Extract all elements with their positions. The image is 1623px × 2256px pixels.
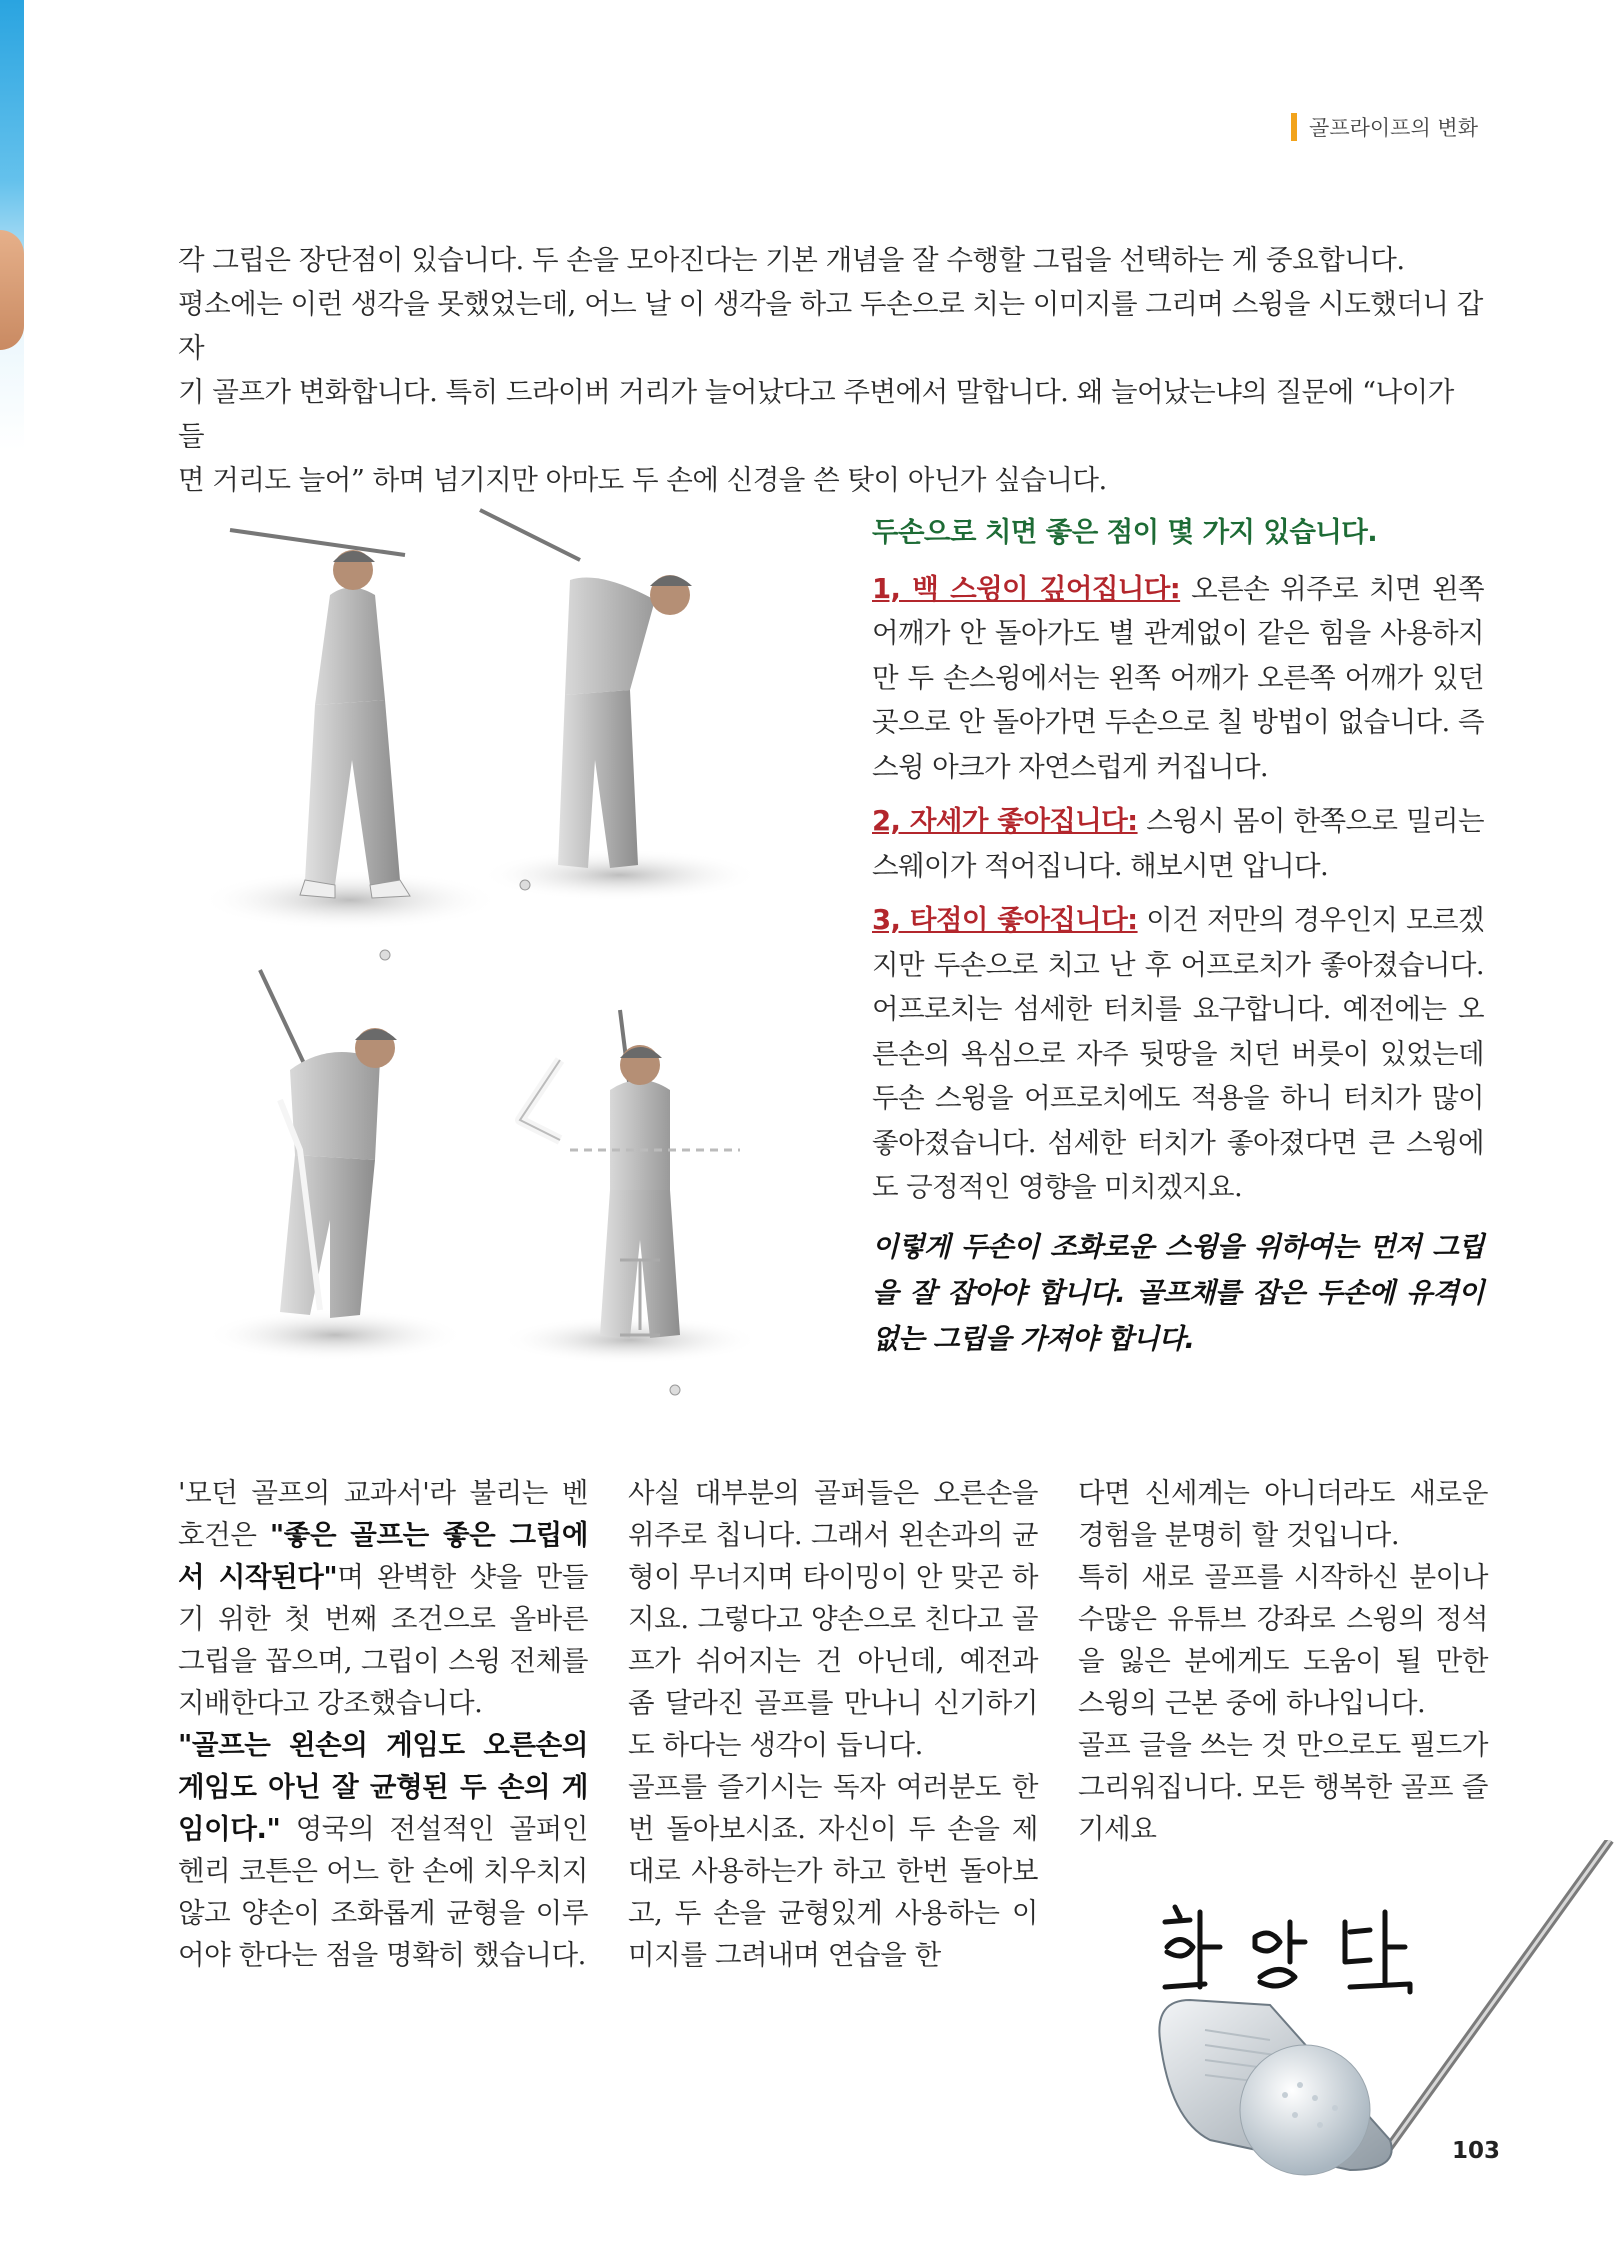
column-3 bbox=[1078, 1472, 1488, 1850]
golf-swing-illustration bbox=[200, 500, 820, 1400]
benefit-text: 이건 저만의 경우인지 모르겠지만 두손으로 치고 난 후 어프로치가 좋아졌습니다. 어프로치는 섬세한 터치를 요구합니다. 예전에는 오른손의 욕심으로 자주 뒷땅을 치던 버릇이 있었는데 두손 스윙을 어프로치에도 적용을 하니 터치가 많이 좋아졌습니다. 섬세한 터치가 좋아졌다면 큰 스윙에도 긍정적인 영향을 미치겠지요. bbox=[872, 904, 1484, 1203]
benefit-text: 오른손 위주로 치면 왼쪽 어깨가 안 돌아가도 별 관계없이 같은 힘을 사용하지만 두 손스윙에서는 왼쪽 어깨가 오른쪽 어깨가 있던 곳으로 안 돌아가면 두손으로 칠 방법이 없습니다. 즉 스윙 아크가 자연스럽게 커집니다. bbox=[872, 572, 1484, 783]
intro-paragraph bbox=[178, 238, 1488, 502]
text-run: '모던 골프의 교과서'라 불리는 벤 호건은 bbox=[178, 1477, 588, 1551]
golfer-1 bbox=[200, 530, 500, 930]
benefit-point-2 bbox=[872, 799, 1484, 888]
closing-statement: 이렇게 두손이 조화로운 스윙을 위하여는 먼저 그립을 잘 잡아야 합니다. 골프채를 잡은 두손에 유격이 없는 그립을 가져야 합니다. bbox=[872, 1230, 1484, 1355]
quote-henry-cotton: "골프는 왼손의 게임도 오른손의 게임도 아닌 잘 균형된 두 손의 게임이다." bbox=[178, 1729, 588, 1845]
benefit-title: 3, 타점이 좋아집니다: bbox=[872, 904, 1138, 936]
column-2 bbox=[628, 1472, 1038, 1976]
column-1-paragraph-1 bbox=[178, 1472, 588, 1724]
column-1-paragraph-2 bbox=[178, 1724, 588, 1976]
author-signature bbox=[1145, 1892, 1435, 2006]
intro-line: 면 거리도 늘어” 하며 넘기지만 아마도 두 손에 신경을 쓴 탓이 아닌가 싶습니다. bbox=[178, 464, 1107, 496]
benefit-point-3 bbox=[872, 898, 1484, 1210]
golfer-figures bbox=[200, 500, 820, 1400]
left-edge-strip bbox=[0, 0, 24, 2252]
text-run: 며 완벽한 샷을 만들기 위한 첫 번째 조건으로 올바른 그립을 꼽으며, 그립이 스윙 전체를 지배한다고 강조했습니다. bbox=[178, 1561, 588, 1719]
intro-line: 평소에는 이런 생각을 못했었는데, 어느 날 이 생각을 하고 두손으로 치는 이미지를 그리며 스윙을 시도했더니 갑자 bbox=[178, 288, 1483, 364]
intro-line: 각 그립은 장단점이 있습니다. 두 손을 모아진다는 기본 개념을 잘 수행할 그립을 선택하는 게 중요합니다. bbox=[178, 244, 1405, 276]
benefit-text: 스윙시 몸이 한쪽으로 밀리는 스웨이가 적어집니다. 해보시면 압니다. bbox=[872, 805, 1484, 882]
quote-ben-hogan: "좋은 골프는 좋은 그립에서 시작된다" bbox=[178, 1519, 588, 1593]
column-2-paragraph-1: 사실 대부분의 골퍼들은 오른손을 위주로 칩니다. 그래서 왼손과의 균형이 무너지며 타이밍이 안 맞곤 하지요. 그렇다고 양손으로 친다고 골프가 쉬어지는 건 아닌데, 예전과 좀 달라진 골프를 만나니 신기하기도 하다는 생각이 듭니다. bbox=[628, 1477, 1038, 1761]
column-3-paragraph-3: 골프 글을 쓰는 것 만으로도 필드가 그리워집니다. 모든 행복한 골프 즐기세요 bbox=[1078, 1729, 1488, 1845]
text-run: 영국의 전설적인 골퍼인 헨리 코튼은 어느 한 손에 치우치지 않고 양손이 조화롭게 균형을 이루어야 한다는 점을 명확히 했습니다. bbox=[178, 1813, 588, 1971]
column-2-paragraph-2: 골프를 즐기시는 독자 여러분도 한번 돌아보시죠. 자신이 두 손을 제대로 사용하는가 하고 한번 돌아보고, 두 손을 균형있게 사용하는 이미지를 그려내며 연습을 한 bbox=[628, 1771, 1038, 1971]
intro-line: 기 골프가 변화합니다. 특히 드라이버 거리가 늘어났다고 주변에서 말합니다. 왜 늘어났는냐의 질문에 “나이가 들 bbox=[178, 376, 1454, 452]
benefit-point-1 bbox=[872, 567, 1484, 790]
column-3-paragraph-1: 다면 신세계는 아니더라도 새로운 경험을 분명히 할 것입니다. bbox=[1078, 1477, 1488, 1551]
golfer-3 bbox=[205, 970, 465, 1361]
section-title: 골프라이프의 변화 bbox=[1309, 116, 1478, 140]
column-3-paragraph-2: 특히 새로 골프를 시작하신 분이나 수많은 유튜브 강좌로 스윙의 정석을 잃은 분에게도 도움이 될 만한 스윙의 근본 중에 하나입니다. bbox=[1078, 1561, 1488, 1719]
section-header bbox=[1291, 112, 1478, 142]
golfer-4 bbox=[500, 1010, 760, 1364]
benefits-lead: 두손으로 치면 좋은 점이 몇 가지 있습니다. bbox=[872, 516, 1378, 548]
benefit-title: 2, 자세가 좋아집니다: bbox=[872, 805, 1138, 837]
header-accent-bar bbox=[1291, 113, 1297, 141]
golfer-2 bbox=[480, 510, 760, 901]
decorative-hand bbox=[0, 230, 24, 350]
page-number: 103 bbox=[1452, 2138, 1501, 2164]
benefits-column bbox=[872, 510, 1484, 1372]
column-1 bbox=[178, 1472, 588, 1976]
benefit-title: 1, 백 스윙이 깊어집니다: bbox=[872, 572, 1181, 605]
signature-graphic bbox=[1145, 1892, 1435, 2002]
